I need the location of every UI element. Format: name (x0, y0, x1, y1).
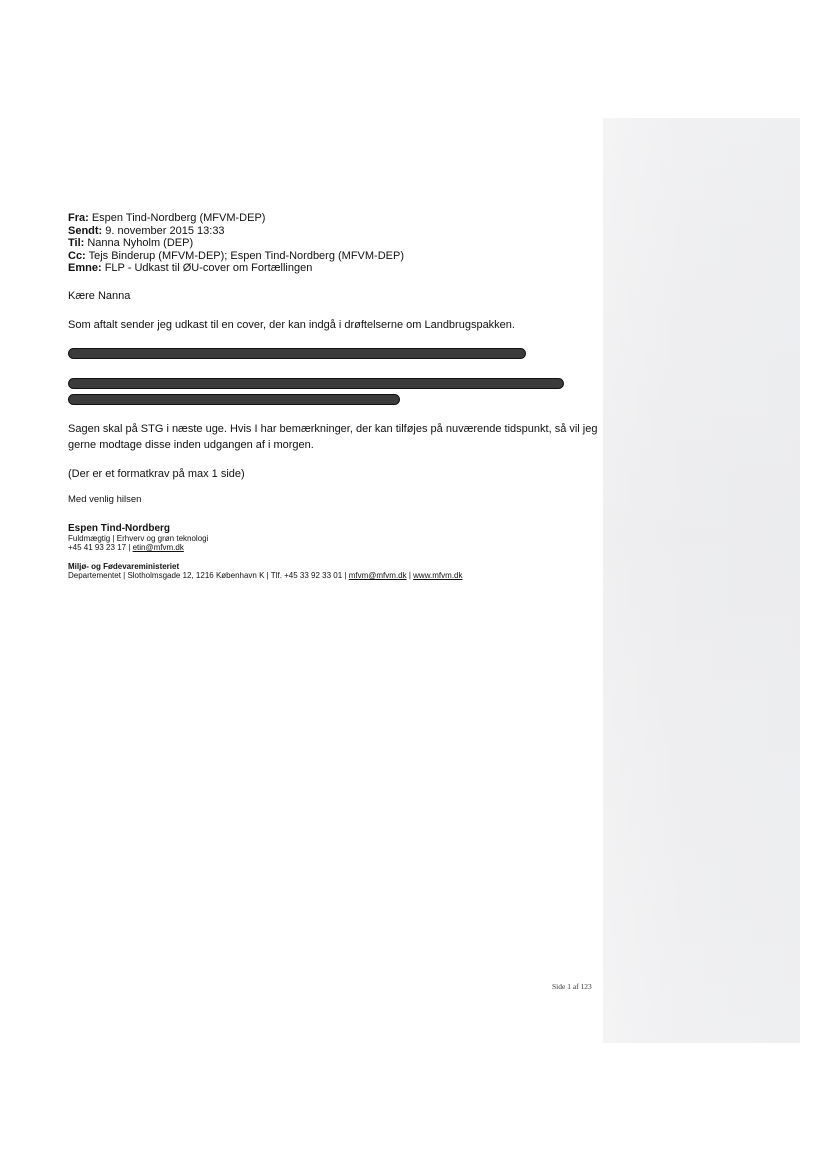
header-subject (68, 262, 598, 275)
organisation-web-link[interactable]: www.mfvm.dk (413, 571, 463, 581)
signature-phone: +45 41 93 23 17 (68, 543, 127, 553)
header-sent (68, 225, 598, 238)
redacted-block (68, 342, 598, 408)
page-number: Side 1 af 123 (552, 982, 592, 991)
signature-name: Espen Tind-Nordberg (68, 522, 171, 534)
header-value: Espen Tind-Nordberg (MFVM-DEP) (91, 212, 266, 224)
header-value: Nanna Nyholm (DEP) (87, 237, 194, 250)
header-key: Fra: (68, 212, 89, 224)
email-headers (68, 212, 598, 275)
signature-separator: | (126, 543, 133, 553)
signature-title: Fuldmægtig | Erhverv og grøn teknologi (68, 533, 209, 543)
header-value: FLP - Udkast til ØU-cover om Fortællingen (104, 262, 313, 275)
email-greeting: Kære Nanna (68, 289, 131, 302)
header-key: Cc: (68, 249, 86, 262)
header-key: Emne: (68, 262, 102, 275)
signature-email-link[interactable]: etin@mfvm.dk (132, 543, 184, 553)
email-paragraph-request: Sagen skal på STG i næste uge. Hvis I har bemærkninger, der kan tilføjes på nuværende tidspunkt, så vil jeg gerne modtage disse inden udgangen af i morgen. (68, 422, 598, 451)
email-paragraph-format: (Der er et formatkrav på max 1 side) (68, 467, 245, 480)
email-paragraph-intro: Som aftalt sender jeg udkast til en cover, der kan indgå i drøftelserne om Landbrugspakken. (68, 318, 515, 331)
header-to (68, 237, 598, 250)
organisation-separator: | (406, 571, 414, 581)
email-closing: Med venlig hilsen (68, 493, 142, 505)
redaction-bar (68, 378, 564, 389)
signature-block (68, 523, 598, 553)
header-key: Sendt: (68, 224, 103, 237)
organisation-address: Departementet | Slotholmsgade 12, 1216 København K | Tlf. +45 33 92 33 01 | (68, 571, 349, 581)
redaction-bar (68, 348, 526, 359)
organisation-email-link[interactable]: mfvm@mfvm.dk (348, 571, 407, 581)
organisation-name: Miljø- og Fødevareministeriet (68, 561, 180, 571)
email-document (68, 212, 598, 581)
header-value: 9. november 2015 13:33 (105, 224, 225, 237)
organisation-block (68, 562, 598, 581)
scan-shadow (603, 118, 800, 1043)
signature-contact (68, 543, 598, 553)
header-key: Til: (68, 237, 85, 250)
header-value: Tejs Binderup (MFVM-DEP); Espen Tind-Nordberg (MFVM-DEP) (88, 249, 405, 262)
header-from (68, 212, 598, 225)
redaction-bar (68, 394, 400, 405)
organisation-contact (68, 571, 598, 581)
header-cc (68, 250, 598, 263)
